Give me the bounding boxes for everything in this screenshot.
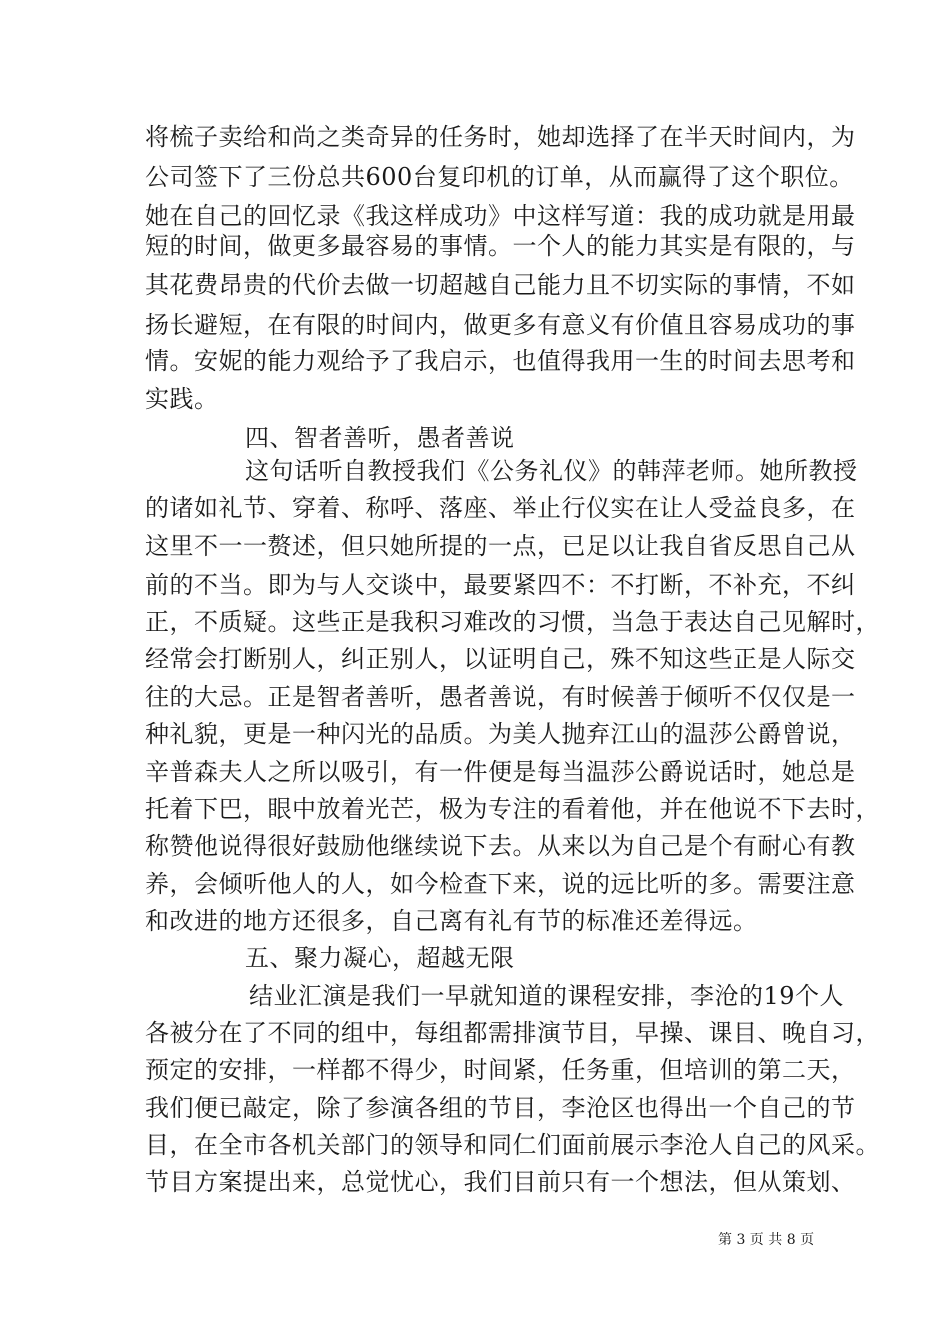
text-line: 节目方案提出来，总觉忧心，我们目前只有一个想法，但从策划、 bbox=[145, 1168, 856, 1196]
text-line: 公司签下了三份总共600台复印机的订单，从而赢得了这个职位。 bbox=[145, 163, 854, 191]
text-line: 这里不一一赘述，但只她所提的一点，已足以让我自省反思自己从 bbox=[145, 532, 856, 560]
text-line: 各被分在了不同的组中，每组都需排演节目，早操、课目、晚自习， bbox=[145, 1019, 880, 1047]
text-line: 前的不当。即为与人交谈中，最要紧四不：不打断，不补充，不纠 bbox=[145, 571, 856, 599]
page-number: 第 3 页 共 8 页 bbox=[718, 1232, 815, 1248]
text-line: 这句话听自教授我们《公务礼仪》的韩萍老师。她所教授 bbox=[245, 457, 858, 485]
text-line: 托着下巴，眼中放着光芒，极为专注的看着他，并在他说不下去时， bbox=[145, 795, 880, 823]
text-line: 种礼貌，更是一种闪光的品质。为美人抛弃江山的温莎公爵曾说， bbox=[145, 720, 856, 748]
text-line: 辛普森夫人之所以吸引，有一件便是每当温莎公爵说话时，她总是 bbox=[145, 758, 856, 786]
section-heading: 四、智者善听，愚者善说 bbox=[245, 424, 515, 452]
text-line: 将梳子卖给和尚之类奇异的任务时，她却选择了在半天时间内，为 bbox=[145, 123, 856, 151]
text-line: 情。安妮的能力观给予了我启示，也值得我用一生的时间去思考和 bbox=[145, 347, 856, 375]
text-line: 我们便已敲定，除了参演各组的节目，李沧区也得出一个自己的节 bbox=[145, 1094, 856, 1122]
text-line: 养，会倾听他人的人，如今检查下来，说的远比听的多。需要注意 bbox=[145, 870, 856, 898]
section-heading: 五、聚力凝心，超越无限 bbox=[245, 944, 515, 972]
text-line: 其花费昂贵的代价去做一切超越自己能力且不切实际的事情，不如 bbox=[145, 271, 856, 299]
text-line: 结业汇演是我们一早就知道的课程安排，李沧的19个人 bbox=[249, 982, 845, 1010]
text-line: 的诸如礼节、穿着、称呼、落座、举止行仪实在让人受益良多，在 bbox=[145, 494, 856, 522]
text-line: 预定的安排，一样都不得少，时间紧，任务重，但培训的第二天， bbox=[145, 1056, 856, 1084]
text-line: 和改进的地方还很多，自己离有礼有节的标准还差得远。 bbox=[145, 907, 758, 935]
text-line: 她在自己的回忆录《我这样成功》中这样写道：我的成功就是用最 bbox=[145, 202, 856, 230]
text-line: 扬长避短，在有限的时间内，做更多有意义有价值且容易成功的事 bbox=[145, 311, 856, 339]
text-line: 目，在全市各机关部门的领导和同仁们面前展示李沧人自己的风采。 bbox=[145, 1131, 880, 1159]
text-line: 正，不质疑。这些正是我积习难改的习惯，当急于表达自己见解时， bbox=[145, 608, 880, 636]
text-line: 实践。 bbox=[145, 385, 219, 413]
text-line: 短的时间，做更多最容易的事情。一个人的能力其实是有限的，与 bbox=[145, 232, 856, 260]
text-line: 经常会打断别人，纠正别人，以证明自己，殊不知这些正是人际交 bbox=[145, 645, 856, 673]
text-line: 称赞他说得很好鼓励他继续说下去。从来以为自己是个有耐心有教 bbox=[145, 832, 856, 860]
text-line: 往的大忌。正是智者善听，愚者善说，有时候善于倾听不仅仅是一 bbox=[145, 683, 856, 711]
